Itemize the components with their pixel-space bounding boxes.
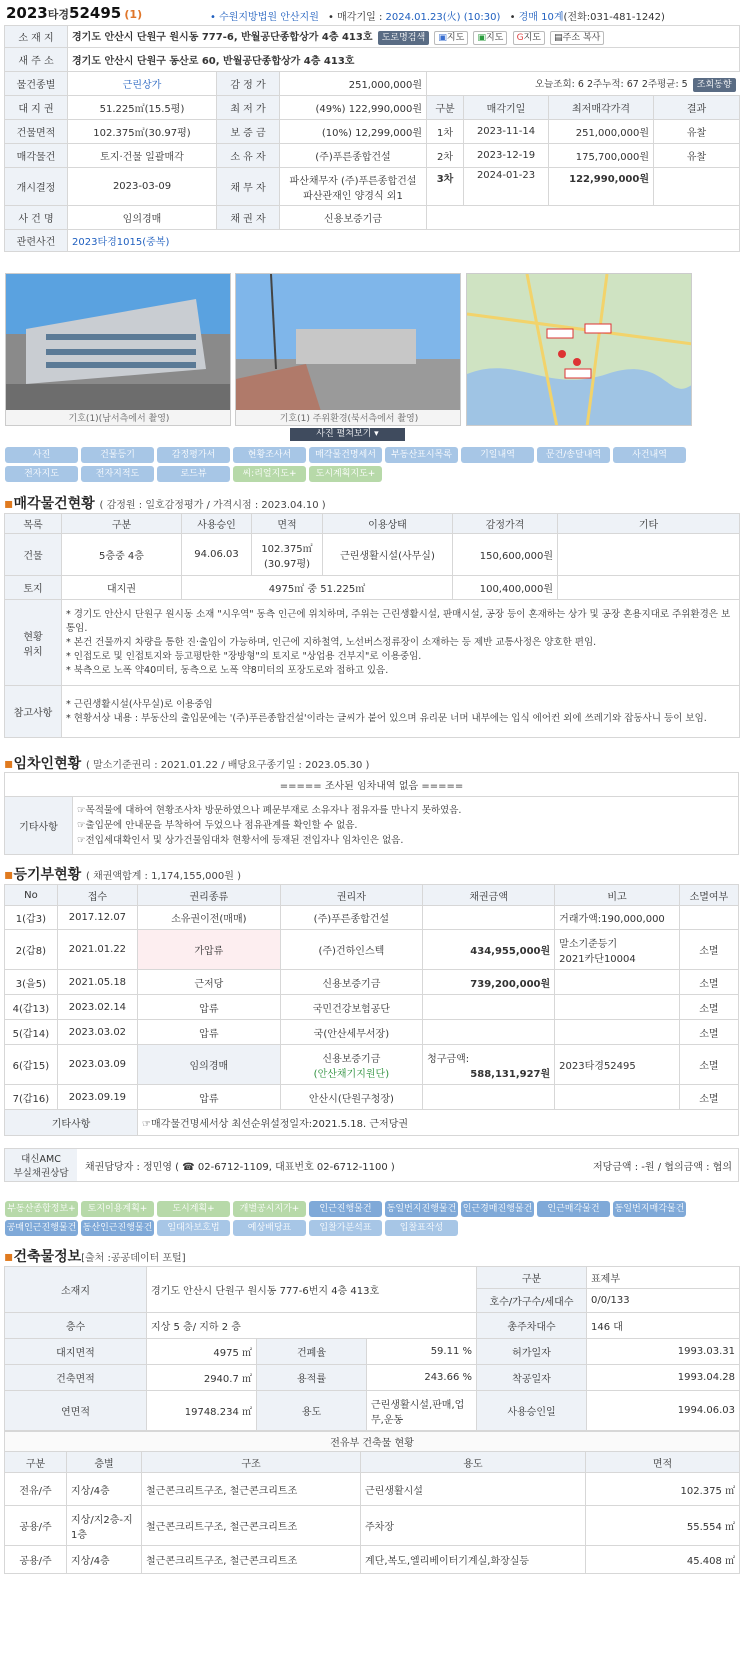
rg-no: 5(갑14)	[5, 1020, 58, 1045]
sp-row1-area-pyeong: (30.97평)	[263, 558, 311, 570]
unit-kind: 공용/주	[5, 1546, 67, 1574]
bd-bcr-value: 59.11 %	[367, 1339, 477, 1365]
sp-header-3: 사용승인	[182, 514, 252, 534]
unit-area: 55.554 ㎡	[586, 1506, 740, 1546]
round-2-date: 2023-12-19	[464, 144, 549, 168]
rg-note: 2023타경52495	[555, 1045, 680, 1085]
rounds-header-2: 매각기일	[464, 96, 549, 120]
rounds-header-4: 결과	[654, 96, 740, 120]
unit-header-4: 용도	[361, 1452, 586, 1473]
unit-structure: 철근콘크리트구조, 철근콘크리트조	[142, 1506, 361, 1546]
rg-note: 거래가액:190,000,000	[555, 906, 680, 930]
unit-header-5: 면적	[586, 1452, 740, 1473]
sp-row2-list: 토지	[5, 576, 62, 600]
rg-holder: 신용보증기금	[280, 970, 423, 995]
nav2-realestate[interactable]: 부동산종합정보+	[5, 1201, 78, 1217]
min-price-label: 최 저 가	[217, 96, 280, 120]
table-row	[5, 995, 739, 1020]
bd-park-value: 146 대	[587, 1313, 740, 1339]
unit-table	[4, 1431, 740, 1574]
section-sale-property-title: ▪매각물건현황 ( 감정원 : 일호감정평가 / 가격시점 : 2023.04.10 )	[4, 496, 326, 512]
table-row	[5, 1045, 739, 1085]
nav-button-property-list[interactable]: 부동산표시목록	[385, 447, 458, 463]
sp-row2-area: 4975㎡ 중 51.225㎡	[182, 576, 453, 600]
unit-kind: 전유/주	[5, 1473, 67, 1506]
photo-1[interactable]	[5, 273, 231, 426]
land-right-value: 51.225㎡(15.5평)	[68, 96, 217, 120]
rg-no: 1(갑3)	[5, 906, 58, 930]
appraisal-value: 251,000,000원	[280, 72, 427, 96]
rg-kind: 압류	[138, 1085, 281, 1110]
round-3-no: 3차	[427, 168, 464, 206]
info-table	[4, 25, 740, 252]
bd-barea-value: 2940.7 ㎡	[147, 1365, 257, 1391]
section-building-title: ▪건축물정보[출처 :공공데이터 포털]	[4, 1249, 186, 1265]
unit-floor: 지상/4층	[67, 1546, 142, 1574]
nav2-nearby-sold[interactable]: 인근매각물건	[537, 1201, 610, 1217]
map-thumbnail[interactable]	[466, 273, 692, 426]
rg-extinct: 소멸	[679, 1020, 738, 1045]
owner-label: 소 유 자	[217, 144, 280, 168]
amc-name-2: 부실채권상담	[13, 1168, 69, 1179]
views-2week: 2주누적: 67	[586, 78, 639, 90]
round-3-result	[654, 168, 740, 206]
sp-header-7: 기타	[558, 514, 740, 534]
nav2-public-sale[interactable]: 공매인근진행물건	[5, 1220, 78, 1236]
debtor-value: 파산채무자 (주)푸른종합건설 파산관재인 양경식 외1	[280, 168, 427, 206]
bd-far-label: 용적률	[257, 1365, 367, 1391]
map-icon	[467, 274, 692, 426]
start-label: 개시결정	[5, 168, 68, 206]
table-row	[5, 1506, 740, 1546]
photo-1-caption: 기호(1)(남서측에서 촬영)	[68, 414, 170, 424]
tenant-etc-line-2: ☞출입문에 안내문을 부착하여 두었으나 점유관계를 확인할 수 없음.	[77, 820, 358, 831]
expand-photos-button[interactable]: 사진 펼쳐보기 ▾	[290, 428, 405, 441]
rg-kind: 근저당	[138, 970, 281, 995]
dept-phone: (전화:031-481-1242)	[563, 12, 665, 23]
building-table	[4, 1266, 740, 1431]
rg-extinct	[679, 906, 738, 930]
rounds-header-3: 최저매각가격	[549, 96, 654, 120]
unit-header-3: 구조	[142, 1452, 361, 1473]
bd-use-value: 근린생활시설,판매,업무,운동	[367, 1391, 477, 1431]
table-row	[5, 970, 739, 995]
nav-buttons-1	[5, 447, 695, 482]
round-1-no: 1차	[427, 120, 464, 144]
rg-extinct: 소멸	[679, 1045, 738, 1085]
bd-kind-value: 표제부	[587, 1267, 740, 1289]
location-value: 경기도 안산시 단원구 원시동 777-6, 반월공단종합상가 4층 413호	[72, 32, 373, 43]
creditor-value: 신용보증기금	[280, 206, 427, 230]
map-button-3[interactable]: G지도	[513, 31, 545, 45]
bd-kind-label: 구분	[477, 1267, 587, 1289]
sale-date: 2024.01.23(火) (10:30)	[385, 12, 501, 23]
nav-button-sale-statement[interactable]: 매각물건명세서	[309, 447, 382, 463]
location-label: 소 재 지	[5, 26, 68, 48]
rg-header-5: 채권금액	[423, 885, 555, 906]
bd-park-label: 총주차대수	[477, 1313, 587, 1339]
unit-use: 계단,복도,엘리베이터기계실,화장실등	[361, 1546, 586, 1574]
amc-manager: 채권담당자 : 정민영 ( ☎ 02-6712-1109, 대표번호 02-6712-1100 )	[85, 1161, 395, 1173]
views-avg: 2주평균: 5	[641, 78, 688, 90]
tenant-table	[4, 772, 739, 855]
copy-address-button[interactable]: ▤주소 복사	[550, 31, 604, 45]
related-label: 관련사건	[5, 230, 68, 252]
type-label: 물건종별	[5, 72, 68, 96]
rg-date: 2017.12.07	[57, 906, 137, 930]
rg-etc-label: 기타사항	[5, 1110, 138, 1136]
table-row	[5, 1473, 740, 1506]
rg-holder-2: (안산채기지원단)	[313, 1068, 390, 1080]
sp-header-1: 목록	[5, 514, 62, 534]
sp-note-line-1: * 근린생활시설(사무실)로 이용중임	[66, 698, 213, 710]
bd-floors-label: 층수	[5, 1313, 147, 1339]
unit-structure: 철근콘크리트구조, 철근콘크리트조	[142, 1546, 361, 1574]
deposit-label: 보 증 금	[217, 120, 280, 144]
rounds-header-1: 구분	[427, 96, 464, 120]
case-suffix: (1)	[124, 8, 143, 21]
unit-area: 45.408 ㎡	[586, 1546, 740, 1574]
rg-extinct: 소멸	[679, 995, 738, 1020]
land-right-label: 대 지 권	[5, 96, 68, 120]
nav-button-realmap[interactable]: 씨:리얼지도+	[233, 466, 306, 482]
nav2-same-sold[interactable]: 동일번지매각물건	[613, 1201, 686, 1217]
bd-permit-value: 1993.03.31	[587, 1339, 740, 1365]
sale-date-label: 매각기일 :	[337, 12, 383, 23]
nav2-landuse[interactable]: 토지이용계획+	[81, 1201, 154, 1217]
section-registry-title: ▪등기부현황 ( 채권액합계 : 1,174,155,000원 )	[4, 867, 242, 883]
rg-header-7: 소멸여부	[679, 885, 738, 906]
section-registry-sub: ( 채권액합계 : 1,174,155,000원 )	[86, 871, 242, 882]
sp-header-5: 이용상태	[323, 514, 453, 534]
map-button-1[interactable]: ▣지도	[434, 31, 468, 45]
rg-kind: 압류	[138, 1020, 281, 1045]
rg-date: 2021.01.22	[57, 930, 137, 970]
nav-button-case[interactable]: 사건내역	[613, 447, 686, 463]
views-today: 오늘조회: 6	[534, 78, 584, 90]
related-link[interactable]: 2023타경1015(중복)	[68, 230, 740, 252]
amc-name: 대신AMC	[21, 1154, 61, 1165]
rg-holder: (주)건하인스텍	[280, 930, 423, 970]
table-row	[5, 906, 739, 930]
sp-row1-use: 근린생활시설(사무실)	[323, 534, 453, 576]
rg-amount: 739,200,000원	[423, 970, 555, 995]
case-header: 2023타경52495 (1) • 수원지방법원 안산지원 • 매각기일 : 2024.01.23(火) (10:30) • 경매 10계(전화:031-481-1242)	[6, 4, 665, 23]
nav-button-photo[interactable]: 사진	[5, 447, 78, 463]
case-type: 타경	[47, 8, 70, 21]
nav-button-appraisal[interactable]: 감정평가서	[157, 447, 230, 463]
nav2-lease-law[interactable]: 임대차보호법	[157, 1220, 230, 1236]
tenant-etc-line-1: ☞목적물에 대하여 현황조사차 방문하였으나 폐문부재로 소유자나 점유자를 만나지 못하였음.	[77, 805, 462, 816]
nav-button-urbanplan[interactable]: 도시계획지도+	[309, 466, 382, 482]
nav-button-cadastral[interactable]: 전자지적도	[81, 466, 154, 482]
case-number: 52495	[69, 4, 122, 22]
bd-appr-value: 1994.06.03	[587, 1391, 740, 1431]
section-tenant-title: ▪임차인현황 ( 말소기준권리 : 2021.01.22 / 배당요구종기일 : 2023.05.30 )	[4, 756, 370, 772]
deposit-value: (10%) 12,299,000원	[280, 120, 427, 144]
sp-row2-price: 100,400,000원	[453, 576, 558, 600]
unit-area: 102.375 ㎡	[586, 1473, 740, 1506]
tenant-etc-line-3: ☞전입세대확인서 및 상가건물임대차 현황서에 등재된 전입자나 임차인은 없음.	[77, 835, 404, 846]
rg-header-3: 권리종류	[138, 885, 281, 906]
nav-button-building-registry[interactable]: 건물등기	[81, 447, 154, 463]
rg-kind: 가압류	[138, 930, 281, 970]
unit-floor: 지상/지2층-지1층	[67, 1506, 142, 1546]
rg-header-2: 접수	[57, 885, 137, 906]
rg-holder: (주)푸른종합건설	[280, 906, 423, 930]
street-photo-icon	[236, 274, 461, 426]
court-link[interactable]: 수원지방법원 안산지원	[219, 12, 319, 23]
rg-no: 4(갑13)	[5, 995, 58, 1020]
new-address-label: 새 주 소	[5, 48, 68, 72]
nav-button-survey[interactable]: 현황조사서	[233, 447, 306, 463]
section-tenant-sub: ( 말소기준권리 : 2021.01.22 / 배당요구종기일 : 2023.05.30 )	[86, 760, 370, 771]
nav-button-emap[interactable]: 전자지도	[5, 466, 78, 482]
case-year: 2023	[6, 4, 48, 22]
unit-use: 주차장	[361, 1506, 586, 1546]
sp-row1-price: 150,600,000원	[453, 534, 558, 576]
rg-amount: 434,955,000원	[423, 930, 555, 970]
round-3-date: 2024-01-23	[464, 168, 549, 206]
rg-date: 2021.05.18	[57, 970, 137, 995]
nav-button-documents[interactable]: 문건/송달내역	[537, 447, 610, 463]
bd-use-label: 용도	[257, 1391, 367, 1431]
debtor-label: 채 무 자	[217, 168, 280, 206]
nav2-nearby-active[interactable]: 인근진행물건	[309, 1201, 382, 1217]
case-name-label: 사 건 명	[5, 206, 68, 230]
sp-location-line-2: * 본건 건물까지 차량을 통한 진·출입이 가능하며, 인근에 지하철역, 노선버스정류장이 소재하는 등 제반 교통사정은 양호한 편임.	[66, 636, 597, 648]
owner-value: (주)푸른종합건설	[280, 144, 427, 168]
bldg-area-value: 102.375㎡(30.97평)	[68, 120, 217, 144]
table-row	[5, 1085, 739, 1110]
sp-note-line-2: * 현황서상 내용 : 부동산의 출입문에는 '(주)푸른종합건설'이라는 글씨가 붙어 있으며 유리문 너머 내부에는 입식 에어컨 외에 쓰레기와 잡동사니 등이 보임.	[66, 712, 707, 724]
round-2-price: 175,700,000원	[549, 144, 654, 168]
unit-header-1: 구분	[5, 1452, 67, 1473]
nav2-nearby-auction[interactable]: 인근경매진행물건	[461, 1201, 534, 1217]
type-value: 근린상가	[68, 72, 217, 96]
bd-far-value: 243.66 %	[367, 1365, 477, 1391]
registry-table	[4, 884, 739, 1136]
unit-use: 근린생활시설	[361, 1473, 586, 1506]
rg-no: 3(을5)	[5, 970, 58, 995]
rg-note: 말소기준등기	[559, 938, 618, 950]
bd-appr-label: 사용승인일	[477, 1391, 587, 1431]
bd-addr-label: 소재지	[5, 1267, 147, 1313]
sp-row1-kind: 5층중 4층	[62, 534, 182, 576]
sale-object-label: 매각물건	[5, 144, 68, 168]
section-building-sub: [출처 :공공데이터 포털]	[81, 1253, 186, 1264]
rg-extinct: 소멸	[679, 970, 738, 995]
rg-amount-prefix: 청구금액:	[427, 1053, 470, 1065]
nav2-landprice[interactable]: 개별공시지가+	[233, 1201, 306, 1217]
sp-row2-kind: 대지권	[62, 576, 182, 600]
bd-gfa-label: 연면적	[5, 1391, 147, 1431]
new-address-value: 경기도 안산시 단원구 동산로 60, 반월공단종합상가 4층 413호	[72, 56, 355, 67]
unit-floor: 지상/4층	[67, 1473, 142, 1506]
bd-site-value: 4975 ㎡	[147, 1339, 257, 1365]
sp-row1-list: 건물	[5, 534, 62, 576]
rg-holder: 국민건강보험공단	[280, 995, 423, 1020]
sp-header-4: 면적	[252, 514, 323, 534]
sp-row1-area: 102.375㎡	[261, 543, 313, 555]
start-value: 2023-03-09	[68, 168, 217, 206]
unit-header-2: 층별	[67, 1452, 142, 1473]
bd-site-label: 대지면적	[5, 1339, 147, 1365]
table-row	[5, 930, 739, 970]
bd-barea-label: 건축면적	[5, 1365, 147, 1391]
sp-row1-approval: 94.06.03	[182, 534, 252, 576]
sp-header-6: 감정가격	[453, 514, 558, 534]
tenant-etc-label: 기타사항	[5, 797, 73, 855]
rg-date: 2023.03.09	[57, 1045, 137, 1085]
amc-sale: 저당금액 : -원 / 협의금액 : 협의	[592, 1161, 732, 1173]
rg-header-6: 비고	[555, 885, 680, 906]
round-2-result: 유찰	[654, 144, 740, 168]
amc-bar	[4, 1148, 739, 1182]
sp-note-label: 참고사항	[5, 686, 62, 738]
road-search-button[interactable]: 도로명검색	[378, 31, 429, 45]
unit-structure: 철근콘크리트구조, 철근콘크리트조	[142, 1473, 361, 1506]
rg-date: 2023.02.14	[57, 995, 137, 1020]
bd-ho-value: 0/0/133	[587, 1289, 740, 1313]
sp-location-line-4: * 북측으로 노폭 약40미터, 동측으로 노폭 약8미터의 포장도로와 접하고 있음.	[66, 664, 389, 676]
photo-2-caption: 기호(1) 주위환경(북서측에서 촬영)	[279, 414, 419, 424]
nav-button-roadview[interactable]: 로드뷰	[157, 466, 230, 482]
tenant-none: ===== 조사된 임차내역 없음 =====	[5, 773, 739, 797]
nav2-bid-analysis[interactable]: 입찰가분석표	[309, 1220, 382, 1236]
map-button-2[interactable]: ▣지도	[473, 31, 507, 45]
creditor-label: 채 권 자	[217, 206, 280, 230]
building-photo-icon	[6, 274, 231, 426]
rg-holder: 안산시(단원구청장)	[280, 1085, 423, 1110]
rg-date: 2023.09.19	[57, 1085, 137, 1110]
rg-kind: 임의경매	[138, 1045, 281, 1085]
bd-gfa-value: 19748.234 ㎡	[147, 1391, 257, 1431]
nav2-bid-form[interactable]: 입찰표작성	[385, 1220, 458, 1236]
section-sale-property-sub: ( 감정원 : 일호감정평가 / 가격시점 : 2023.04.10 )	[99, 500, 326, 511]
nav2-urban[interactable]: 도시계획+	[157, 1201, 230, 1217]
dept-link[interactable]: 경매 10계	[518, 12, 564, 23]
rg-amount	[423, 906, 555, 930]
bd-floors-value: 지상 5 층/ 지하 2 층	[147, 1313, 477, 1339]
round-3-price: 122,990,000원	[549, 168, 654, 206]
round-2-no: 2차	[427, 144, 464, 168]
unit-kind: 공용/주	[5, 1506, 67, 1546]
bldg-area-label: 건물면적	[5, 120, 68, 144]
nav-buttons-2	[5, 1201, 695, 1236]
nav2-same-active[interactable]: 동일번지진행물건	[385, 1201, 458, 1217]
views-trend-button[interactable]: 조회동향	[693, 78, 736, 92]
nav2-dividend[interactable]: 예상배당표	[233, 1220, 306, 1236]
bd-ho-label: 호수/가구수/세대수	[477, 1289, 587, 1313]
appraisal-label: 감 정 가	[217, 72, 280, 96]
min-price-value: (49%) 122,990,000원	[280, 96, 427, 120]
photo-2[interactable]	[235, 273, 461, 426]
rg-header-4: 권리자	[280, 885, 423, 906]
rg-holder: 신용보증기금	[322, 1053, 381, 1065]
unit-table-title: 전유부 건축물 현황	[5, 1432, 740, 1452]
rg-kind: 압류	[138, 995, 281, 1020]
sale-property-table	[4, 513, 740, 738]
rg-kind: 소유권이전(매매)	[138, 906, 281, 930]
rg-etc-value: ☞매각물건명세서상 최선순위설정일자:2021.5.18. 근저당권	[138, 1110, 739, 1136]
table-row	[5, 1020, 739, 1045]
nav-button-dates[interactable]: 기일내역	[461, 447, 534, 463]
sp-location-line-1: * 경기도 안산시 단원구 원시동 소재 "시우역" 동측 인근에 위치하며, 주위는 근린생활시설, 판매시설, 공장 등이 혼재하는 상가 및 공장 혼용지대로 주위환경은 보통임.	[66, 608, 731, 634]
sale-object-value: 토지·건물 일괄매각	[68, 144, 217, 168]
nav2-movable[interactable]: 동산인근진행물건	[81, 1220, 154, 1236]
bd-bcr-label: 건폐율	[257, 1339, 367, 1365]
sp-header-2: 구분	[62, 514, 182, 534]
round-1-price: 251,000,000원	[549, 120, 654, 144]
round-1-result: 유찰	[654, 120, 740, 144]
rg-no: 2(갑8)	[5, 930, 58, 970]
bd-permit-label: 허가일자	[477, 1339, 587, 1365]
rg-no: 7(갑16)	[5, 1085, 58, 1110]
sp-location-line-3: * 인접도로 및 인접토지와 등고평탄한 "장방형"의 토지로 "상업용 건부지"로 이용중임.	[66, 650, 422, 662]
round-1-date: 2023-11-14	[464, 120, 549, 144]
table-row	[5, 1546, 740, 1574]
case-name-value: 임의경매	[68, 206, 217, 230]
bd-addr-value: 경기도 안산시 단원구 원시동 777-6번지 4층 413호	[147, 1267, 477, 1313]
rg-holder: 국(안산세무서장)	[280, 1020, 423, 1045]
rg-extinct: 소멸	[679, 930, 738, 970]
rg-date: 2023.03.02	[57, 1020, 137, 1045]
rg-amount: 588,131,927원	[470, 1068, 551, 1080]
sp-location-label: 현황 위치	[5, 600, 62, 686]
bd-begin-label: 착공일자	[477, 1365, 587, 1391]
bd-begin-value: 1993.04.28	[587, 1365, 740, 1391]
rg-extinct: 소멸	[679, 1085, 738, 1110]
rg-note-2: 2021카단10004	[559, 953, 636, 965]
rg-header-1: No	[5, 885, 58, 906]
rg-no: 6(갑15)	[5, 1045, 58, 1085]
